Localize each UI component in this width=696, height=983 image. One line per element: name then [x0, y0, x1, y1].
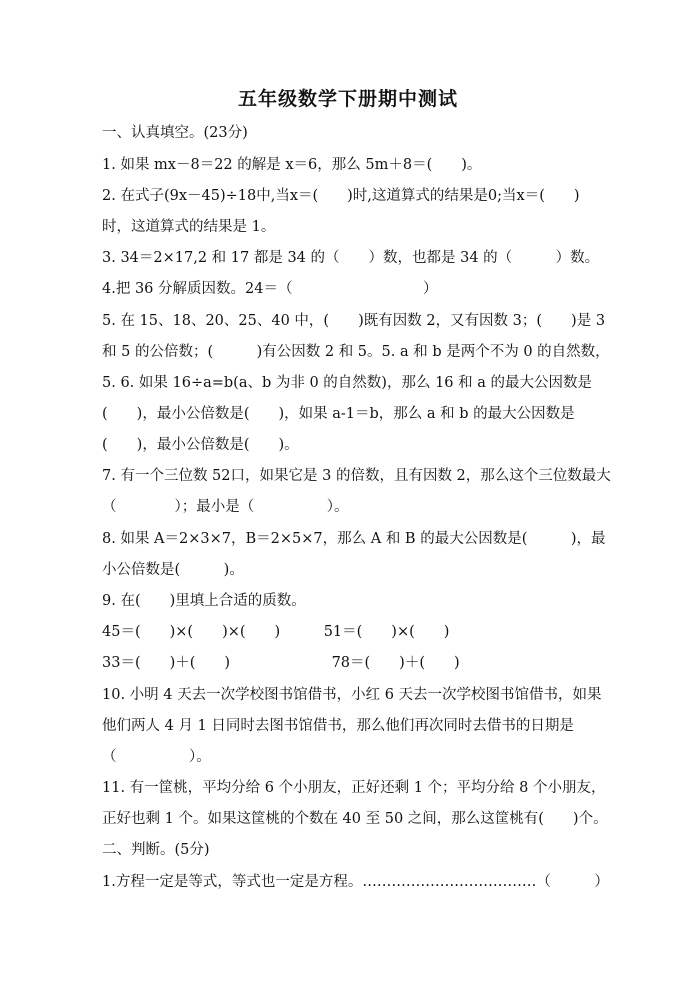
question-10-line-3: （ ）。: [102, 749, 211, 765]
question-4: 4.把 36 分解质因数。24＝（ ）: [102, 281, 438, 297]
question-8-line-1: 8. 如果 A＝2×3×7，B＝2×5×7，那么 A 和 B 的最大公因数是( )，最: [102, 531, 606, 547]
question-11-line-1: 11. 有一筐桃，平均分给 6 个小朋友，正好还剩 1 个；平均分给 8 个小朋友，: [102, 780, 606, 796]
section-heading-judgment: 二、判断。(5分): [102, 842, 210, 858]
question-6-line-3: ( )，最小公倍数是( )。: [102, 437, 299, 453]
question-9: 9. 在( )里填上合适的质数。: [102, 593, 306, 609]
question-5-line-1: 5. 在 15、18、20、25、40 中，( )既有因数 2，又有因数 3；( )是 3: [102, 313, 606, 329]
section-heading-fill-in: 一、认真填空。(23分): [102, 125, 248, 141]
question-11-line-2: 正好也剩 1 个。如果这筐桃的个数在 40 至 50 之间，那么这筐桃有( )个。: [102, 811, 608, 827]
question-2-line-2: 时，这道算式的结果是 1。: [102, 219, 276, 235]
question-10-line-2: 他们两人 4 月 1 日同时去图书馆借书，那么他们再次同时去借书的日期是: [102, 718, 574, 734]
question-6-line-1: 5. 6. 如果 16÷a=b(a、b 为非 0 的自然数)，那么 16 和 a 的最大公因数是: [102, 375, 592, 391]
question-3: 3. 34＝2×17,2 和 17 都是 34 的（ ）数，也都是 34 的（ ）数。: [102, 250, 600, 266]
question-5-line-2: 和 5 的公倍数；( )有公因数 2 和 5。5. a 和 b 是两个不为 0 的自然数，: [102, 344, 610, 360]
question-7-line-2: （ ）；最小是（ ）。: [102, 499, 349, 515]
question-7-line-1: 7. 有一个三位数 52口，如果它是 3 的倍数，且有因数 2，那么这个三位数最大: [102, 468, 611, 484]
question-9-row-2: 33＝( )＋( ) 78＝( )＋( ): [102, 655, 460, 671]
question-2-line-1: 2. 在式子(9x－45)÷18中,当x＝( )时,这道算式的结果是0;当x＝( ): [102, 188, 580, 204]
page-title: 五年级数学下册期中测试: [237, 88, 458, 110]
question-1: 1. 如果 mx－8＝22 的解是 x＝6，那么 5m＋8＝( )。: [102, 157, 482, 173]
question-10-line-1: 10. 小明 4 天去一次学校图书馆借书，小红 6 天去一次学校图书馆借书，如果: [102, 687, 602, 703]
question-9-row-1: 45＝( )×( )×( ) 51＝( )×( ): [102, 624, 450, 640]
question-6-line-2: ( )，最小公倍数是( )，如果 a-1＝b，那么 a 和 b 的最大公因数是: [102, 406, 575, 422]
question-8-line-2: 小公倍数是( )。: [102, 562, 244, 578]
judgment-question-1: 1.方程一定是等式，等式也一定是方程。………………………………（ ）: [102, 874, 609, 890]
